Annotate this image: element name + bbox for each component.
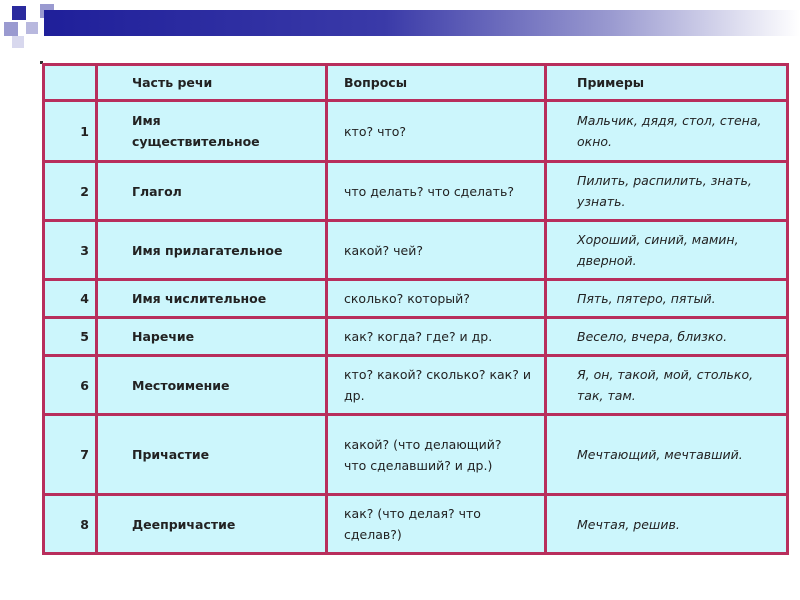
row-part-of-speech: Глагол (97, 162, 327, 221)
table-header-row (44, 65, 788, 101)
table-row (44, 101, 788, 162)
header-num (44, 65, 97, 101)
table-row (44, 318, 788, 356)
table-row (44, 221, 788, 280)
row-part-of-speech: Имя прилагательное (97, 221, 327, 280)
row-examples: Пять, пятеро, пятый. (546, 280, 788, 318)
row-questions: как? когда? где? и др. (327, 318, 546, 356)
row-number: 4 (44, 280, 97, 318)
row-part-of-speech: Наречие (97, 318, 327, 356)
row-questions: какой? чей? (327, 221, 546, 280)
table-row (44, 162, 788, 221)
table-row (44, 415, 788, 495)
row-questions: как? (что делая? что сделав?) (327, 495, 546, 554)
row-number: 2 (44, 162, 97, 221)
row-number: 3 (44, 221, 97, 280)
row-examples: Мечтающий, мечтавший. (546, 415, 788, 495)
row-examples: Мечтая, решив. (546, 495, 788, 554)
row-number: 7 (44, 415, 97, 495)
decor-square-faint (12, 36, 24, 48)
parts-of-speech-table (42, 63, 789, 555)
row-examples: Хороший, синий, мамин, дверной. (546, 221, 788, 280)
row-questions: кто? какой? сколько? как? и др. (327, 356, 546, 415)
row-part-of-speech: Местоимение (97, 356, 327, 415)
header-questions: Вопросы (327, 65, 546, 101)
row-number: 5 (44, 318, 97, 356)
row-part-of-speech: Деепричастие (97, 495, 327, 554)
decor-square-dark (12, 6, 26, 20)
row-questions: кто? что? (327, 101, 546, 162)
row-number: 1 (44, 101, 97, 162)
row-questions: сколько? который? (327, 280, 546, 318)
decor-square-light (4, 22, 18, 36)
table-row (44, 356, 788, 415)
row-number: 6 (44, 356, 97, 415)
row-number: 8 (44, 495, 97, 554)
decor-square-light (26, 22, 38, 34)
table-row (44, 280, 788, 318)
header-part-of-speech: Часть речи (97, 65, 327, 101)
row-examples: Пилить, распилить, знать, узнать. (546, 162, 788, 221)
row-part-of-speech: Имя существительное (97, 101, 327, 162)
table-row (44, 495, 788, 554)
header-examples: Примеры (546, 65, 788, 101)
row-examples: Я, он, такой, мой, столько, так, там. (546, 356, 788, 415)
header-gradient-bar (44, 10, 800, 36)
row-questions: какой? (что делающий? что сделавший? и др.) (327, 415, 546, 495)
row-examples: Весело, вчера, близко. (546, 318, 788, 356)
row-examples: Мальчик, дядя, стол, стена, окно. (546, 101, 788, 162)
row-part-of-speech: Имя числительное (97, 280, 327, 318)
row-questions: что делать? что сделать? (327, 162, 546, 221)
row-part-of-speech: Причастие (97, 415, 327, 495)
